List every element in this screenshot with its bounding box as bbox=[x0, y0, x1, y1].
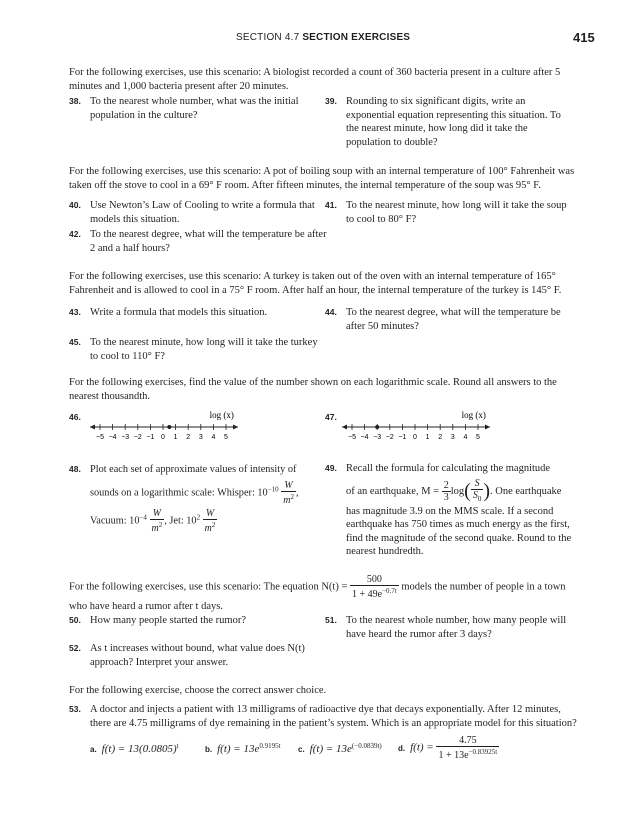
scale-tick-label: 1 bbox=[425, 434, 430, 441]
exercise-text: To the nearest degree, what will the temperature be after 50 minutes? bbox=[346, 307, 561, 332]
scenario-intro-soup: For the following exercises, use this scenario: A pot of boiling soup with an internal temperature of 100° Fahrenheit was taken off the stove to cool in a 69° F room. After fifteen minutes, the internal temperature of the soup was 95° F. bbox=[69, 166, 575, 191]
exercise-41 bbox=[325, 199, 575, 226]
choice-b bbox=[205, 742, 281, 755]
exercise-text: How many people started the rumor? bbox=[90, 615, 246, 626]
scale-tick-label: 2 bbox=[186, 434, 191, 441]
scale-tick-label: −2 bbox=[385, 434, 394, 441]
exercise-text: To the nearest whole number, how many people will have heard the rumor after 3 days? bbox=[346, 615, 567, 640]
log-text: log bbox=[450, 485, 465, 497]
unit-denominator: m bbox=[151, 523, 159, 534]
scale-label: log (x) bbox=[461, 410, 486, 420]
exercise-number: 51. bbox=[325, 615, 337, 625]
exercise-text: Plot each set of approximate values of intensity of bbox=[90, 464, 297, 475]
arrow-right-icon bbox=[485, 425, 490, 430]
unit-fraction bbox=[150, 508, 165, 534]
ratio-denominator: S bbox=[472, 489, 478, 501]
choice-exponent: t bbox=[176, 742, 179, 750]
magnitude-fraction bbox=[442, 480, 451, 503]
section-label: SECTION 4.7 bbox=[236, 32, 300, 43]
arrow-right-icon bbox=[233, 425, 238, 430]
scale-tick-label: −5 bbox=[348, 434, 356, 441]
exercise-number: 41. bbox=[325, 200, 337, 210]
unit-fraction bbox=[203, 508, 218, 534]
fraction-denominator: 3 bbox=[443, 491, 449, 503]
scenario-intro-log-scales: For the following exercises, find the value of the number shown on each logarithmic scale. Round all answers to the nearest thousandth. bbox=[69, 377, 557, 402]
exercise-text: A doctor and injects a patient with 13 milligrams of radioactive dye that decays exponentially. After 12 minutes, there are 4.75 milligrams of dye remaining in the patient’s system. Which is an appropriate model for this situation? bbox=[90, 704, 577, 729]
energy-ratio bbox=[471, 478, 484, 505]
scale-tick-label: −4 bbox=[360, 434, 369, 441]
exercise-number: 53. bbox=[69, 704, 81, 714]
exercise-39 bbox=[325, 95, 575, 149]
intro-text: models the number of people in a town bbox=[401, 581, 566, 593]
exercise-number: 45. bbox=[69, 337, 81, 347]
page-header bbox=[0, 30, 630, 46]
scale-tick-label: 0 bbox=[161, 434, 165, 441]
unit-numerator: W bbox=[203, 508, 218, 520]
scale-tick-label: −2 bbox=[133, 434, 142, 441]
exercise-text: To the nearest degree, what will the temperature be after 2 and a half hours? bbox=[90, 229, 327, 254]
fraction-exponent: −0.7t bbox=[382, 587, 397, 595]
unit-fraction bbox=[281, 480, 296, 506]
unit-exponent: 2 bbox=[158, 521, 163, 529]
exercise-42 bbox=[69, 228, 329, 255]
ratio-subscript: 0 bbox=[477, 494, 482, 503]
page-number: 415 bbox=[573, 30, 595, 45]
choice-label: c. bbox=[298, 745, 305, 754]
exercise-text: Rounding to six significant digits, write an exponential equation representing this situation. To the nearest minute, how long did it take the population to double? bbox=[346, 96, 561, 148]
scale-tick-label: 1 bbox=[173, 434, 178, 441]
exercise-number: 49. bbox=[325, 463, 337, 473]
choice-label: b. bbox=[205, 745, 213, 754]
scale-tick-label: −3 bbox=[373, 434, 382, 441]
exercise-number: 38. bbox=[69, 96, 81, 106]
exercise-text: has magnitude 3.9 on the MMS scale. If a second earthquake has 750 times as much energy as the first, find the magnitude of the second quake. Round to the nearest hundredth. bbox=[346, 505, 572, 557]
scale-tick-label: −4 bbox=[108, 434, 117, 441]
exercise-51 bbox=[325, 614, 585, 641]
section-heading bbox=[236, 32, 410, 43]
exercise-text: . One earthquake bbox=[490, 485, 562, 497]
exercise-number: 43. bbox=[69, 307, 81, 317]
exercise-number: 42. bbox=[69, 229, 81, 239]
rumor-fraction bbox=[350, 574, 399, 600]
vacuum-exponent: −4 bbox=[139, 513, 147, 522]
exercise-text: sounds on a logarithmic scale: Whisper: 10 bbox=[90, 487, 268, 499]
unit-denominator: m bbox=[283, 495, 291, 506]
scale-tick-label: 3 bbox=[450, 434, 455, 441]
scenario-intro-bacteria: For the following exercises, use this scenario: A biologist recorded a count of 360 bacteria present in a culture after 5 minutes and 1,000 bacteria present after 20 minutes. bbox=[69, 67, 561, 92]
whisper-exponent: −10 bbox=[267, 485, 279, 494]
scenario-intro-turkey: For the following exercises, use this scenario: A turkey is taken out of the oven with an internal temperature of 165° Fahrenheit and is allowed to cool in a 75° F room. After half an hour, the internal temperature of the turkey is 145° F. bbox=[69, 271, 562, 296]
scale-tick-label: −3 bbox=[121, 434, 130, 441]
choice-formula: f(t) = bbox=[410, 741, 434, 754]
exercise-text: Write a formula that models this situation. bbox=[90, 307, 268, 318]
exercise-48: 48. Plot each set of approximate values of intensity of sounds on a logarithmic scale: Whisper: $10^{-10}$ $\frac{W}{m^2}$ , Vacuum: $10^{-4}$ $\frac{W}{m^2}$ , Jet: $10^2$ $\frac{W}{m^2}$ bbox=[69, 462, 324, 534]
scale-tick-label: 4 bbox=[211, 434, 216, 441]
jet-label: , Jet: 10 bbox=[164, 515, 197, 527]
exercise-text: Recall the formula for calculating the magnitude bbox=[346, 463, 551, 474]
fraction-denominator: 1 + 13e bbox=[438, 750, 469, 761]
exercise-53 bbox=[69, 703, 579, 730]
exercise-43 bbox=[69, 306, 319, 320]
exercise-text: Use Newton’s Law of Cooling to write a formula that models this situation. bbox=[90, 200, 315, 225]
exercise-text: of an earthquake, M = bbox=[346, 485, 440, 497]
scenario-intro-rumor bbox=[69, 574, 587, 614]
jet-exponent: 2 bbox=[196, 513, 201, 522]
exercise-number: 39. bbox=[325, 96, 337, 106]
log-scale-47 bbox=[340, 408, 510, 446]
scale-marked-point bbox=[167, 425, 171, 429]
ratio-numerator: S bbox=[471, 478, 484, 490]
scenario-intro-choice: For the following exercise, choose the correct answer choice. bbox=[69, 685, 327, 696]
scale-marked-point bbox=[375, 425, 379, 429]
unit-exponent: 2 bbox=[290, 493, 294, 501]
scale-tick-label: 0 bbox=[413, 434, 417, 441]
choice-formula: f(t) = 13e bbox=[217, 743, 260, 755]
choice-a bbox=[90, 742, 179, 755]
fraction-numerator: 2 bbox=[443, 479, 449, 491]
exercise-number: 40. bbox=[69, 200, 81, 210]
exercise-number: 47. bbox=[325, 412, 337, 422]
section-title: SECTION EXERCISES bbox=[302, 32, 411, 43]
choice-label: a. bbox=[90, 745, 97, 754]
unit-numerator: W bbox=[281, 480, 296, 492]
fraction-exponent: −0.83925t bbox=[468, 748, 498, 756]
unit-numerator: W bbox=[150, 508, 165, 520]
scale-tick-label: 2 bbox=[438, 434, 443, 441]
fraction-denominator: 1 + 49e bbox=[352, 589, 383, 600]
fraction-numerator: 500 bbox=[350, 574, 399, 586]
exercise-49: 49. Recall the formula for calculating the magnitude of an earthquake, M = $\frac{2}{3}$ log( $\frac{S}{S_0}$ ). One earthquake has magnitude 3.9 on the MMS scale. If a second earthquake has 750 times as much energy as the first, find the magnitude of the second quake. Round to the nearest hundredth. bbox=[325, 462, 585, 559]
choice-label: d. bbox=[398, 743, 406, 753]
arrow-left-icon bbox=[342, 425, 347, 430]
exercise-number: 44. bbox=[325, 307, 337, 317]
vacuum-label: Vacuum: 10 bbox=[90, 515, 140, 527]
scale-tick-label: −1 bbox=[398, 434, 407, 441]
scale-tick-label: 5 bbox=[224, 434, 228, 441]
exercise-text: To the nearest whole number, what was the initial population in the culture? bbox=[90, 96, 299, 121]
exercise-number: 46. bbox=[69, 412, 81, 422]
exercise-text: To the nearest minute, how long will it take the soup to cool to 80° F? bbox=[346, 200, 567, 225]
exercise-text: To the nearest minute, how long will it take the turkey to cool to 110° F? bbox=[90, 337, 318, 362]
intro-text: who have heard a rumor after t days. bbox=[69, 601, 223, 612]
exercise-40 bbox=[69, 199, 329, 226]
unit-denominator: m bbox=[204, 523, 212, 534]
exercise-44 bbox=[325, 306, 575, 333]
exercise-52 bbox=[69, 642, 324, 669]
choice-d bbox=[398, 735, 499, 761]
choice-c bbox=[298, 742, 382, 755]
scale-tick-label: −5 bbox=[96, 434, 104, 441]
unit-exponent: 2 bbox=[211, 521, 216, 529]
scale-tick-label: 4 bbox=[463, 434, 468, 441]
choice-fraction bbox=[436, 735, 499, 761]
choice-exponent: (−0.0839t) bbox=[351, 742, 382, 750]
fraction-numerator: 4.75 bbox=[436, 735, 499, 747]
exercise-number: 50. bbox=[69, 615, 81, 625]
scale-tick-label: −1 bbox=[146, 434, 155, 441]
exercise-number: 48. bbox=[69, 464, 81, 474]
scale-label: log (x) bbox=[209, 410, 234, 420]
scale-tick-label: 3 bbox=[198, 434, 203, 441]
scale-tick-label: 5 bbox=[476, 434, 480, 441]
choice-formula: f(t) = 13(0.0805) bbox=[101, 743, 177, 755]
choice-formula: f(t) = 13e bbox=[309, 743, 352, 755]
exercise-38 bbox=[69, 95, 319, 122]
choice-exponent: 0.9195t bbox=[259, 742, 281, 750]
exercise-50 bbox=[69, 614, 319, 628]
intro-text: For the following exercises, use this scenario: The equation N(t) = bbox=[69, 581, 348, 593]
log-scale-46 bbox=[88, 408, 258, 446]
exercise-text: As t increases without bound, what value does N(t) approach? Interpret your answer. bbox=[90, 643, 305, 668]
exercise-number: 52. bbox=[69, 643, 81, 653]
arrow-left-icon bbox=[90, 425, 95, 430]
exercise-45 bbox=[69, 336, 319, 363]
